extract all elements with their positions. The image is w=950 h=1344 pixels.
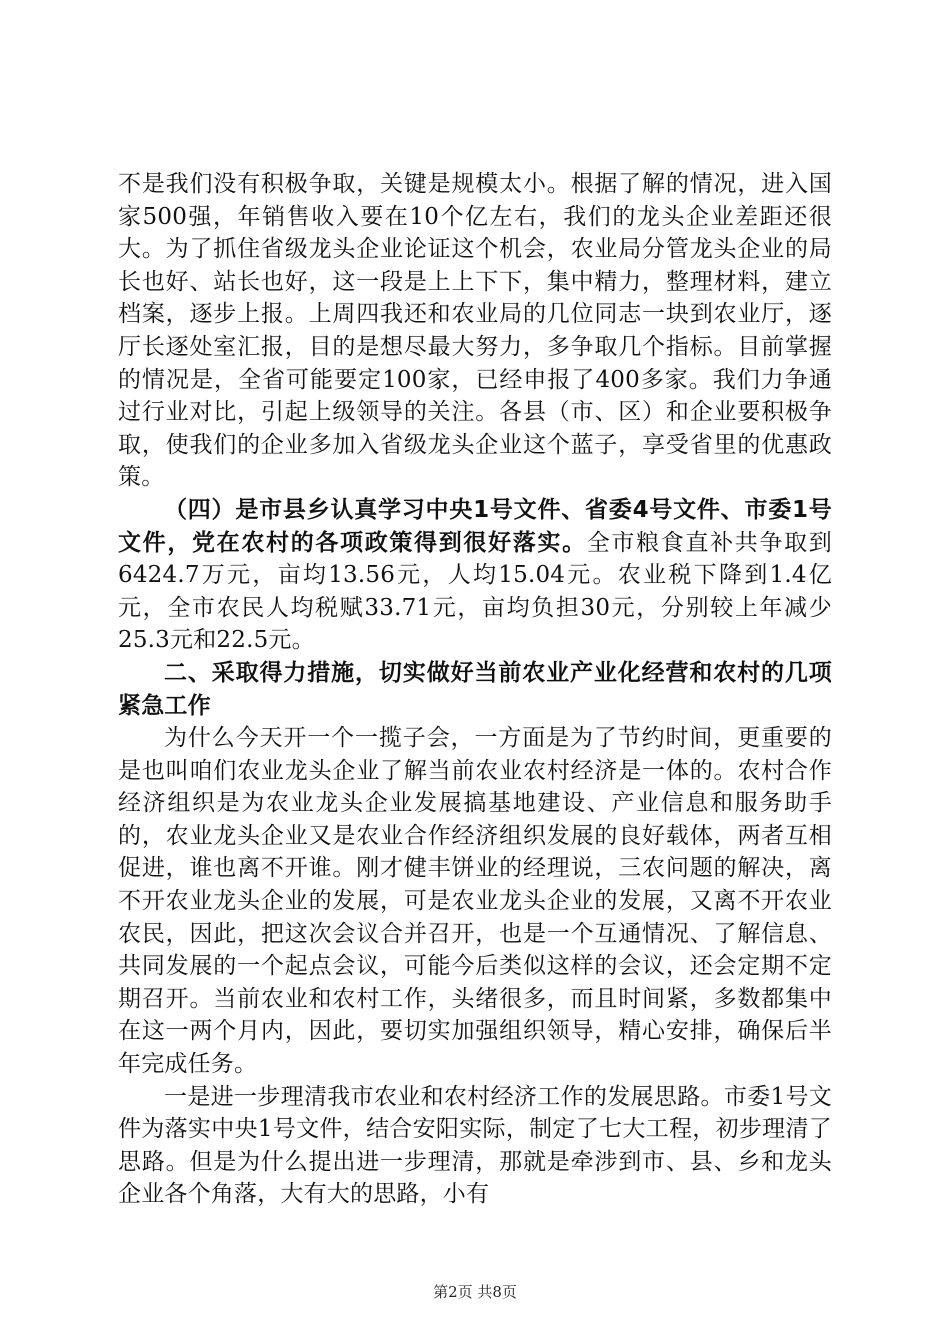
paragraph-2 bbox=[118, 494, 832, 657]
paragraph-1-text: 不是我们没有积极争取，关键是规模太小。根据了解的情况，进入国家500强，年销售收入要在10个亿左右，我们的龙头企业差距还很大。为了抓住省级龙头企业论证这个机会，农业局分管龙头企业的局长也好、站长也好，这一段是上上下下，集中精力，整理材料，建立档案，逐步上报。上周四我还和农业局的几位同志一块到农业厅，逐厅长逐处室汇报，目的是想尽最大努力，多争取几个指标。目前掌握的情况是，全省可能要定100家，已经申报了400多家。我们力争通过行业对比，引起上级领导的关注。各县（市、区）和企业要积极争取，使我们的企业多加入省级龙头企业这个蓝子，享受省里的优惠政策。 bbox=[118, 171, 832, 491]
paragraph-5-text: 一是进一步理清我市农业和农村经济工作的发展思路。市委1号文件为落实中央1号文件，结合安阳实际，制定了七大工程，初步理清了思路。但是为什么提出进一步理清，那就是牵涉到市、县、乡和龙头企业各个角落，大有大的思路，小有 bbox=[118, 1083, 832, 1208]
paragraph-4-text: 为什么今天开一个一揽子会，一方面是为了节约时间，更重要的是也叫咱们农业龙头企业了解当前农业农村经济是一体的。农村合作经济组织是为农业龙头企业发展搞基地建设、产业信息和服务助手的，农业龙头企业又是农业合作经济组织发展的良好载体，两者互相促进，谁也离不开谁。刚才健丰饼业的经理说，三农问题的解决，离不开农业龙头企业的发展，可是农业龙头企业的发展，又离不开农业农民，因此，把这次会议合并召开，也是一个互通情况、了解信息、共同发展的一个起点会议，可能今后类似这样的会议，还会定期不定期召开。当前农业和农村工作，头绪很多，而且时间紧，多数都集中在这一两个月内，因此，要切实加强组织领导，精心安排，确保后半年完成任务。 bbox=[118, 725, 832, 1078]
paragraph-2-heading: （四）是市县乡认真学习中央1号文件、省委4号文件、市委1号文件，党在农村的各项政策得到很好落实。 bbox=[118, 496, 832, 556]
section-heading bbox=[118, 657, 832, 722]
section-heading-text: 二、采取得力措施，切实做好当前农业产业化经营和农村的几项紧急工作 bbox=[118, 659, 832, 719]
paragraph-5 bbox=[118, 1081, 832, 1211]
paragraph-2-text: 全市粮食直补共争取到6424.7万元，亩均13.56元，人均15.04元。农业税下降到1.4亿元，全市农民人均税赋33.71元，亩均负担30元，分别较上年减少25.3元和22.5元。 bbox=[118, 529, 832, 654]
page-number-label: 第2页 共8页 bbox=[433, 1283, 517, 1301]
paragraph-4 bbox=[118, 722, 832, 1081]
paragraph-1 bbox=[118, 168, 832, 494]
page-footer bbox=[0, 1281, 950, 1302]
document-body bbox=[118, 168, 832, 1211]
